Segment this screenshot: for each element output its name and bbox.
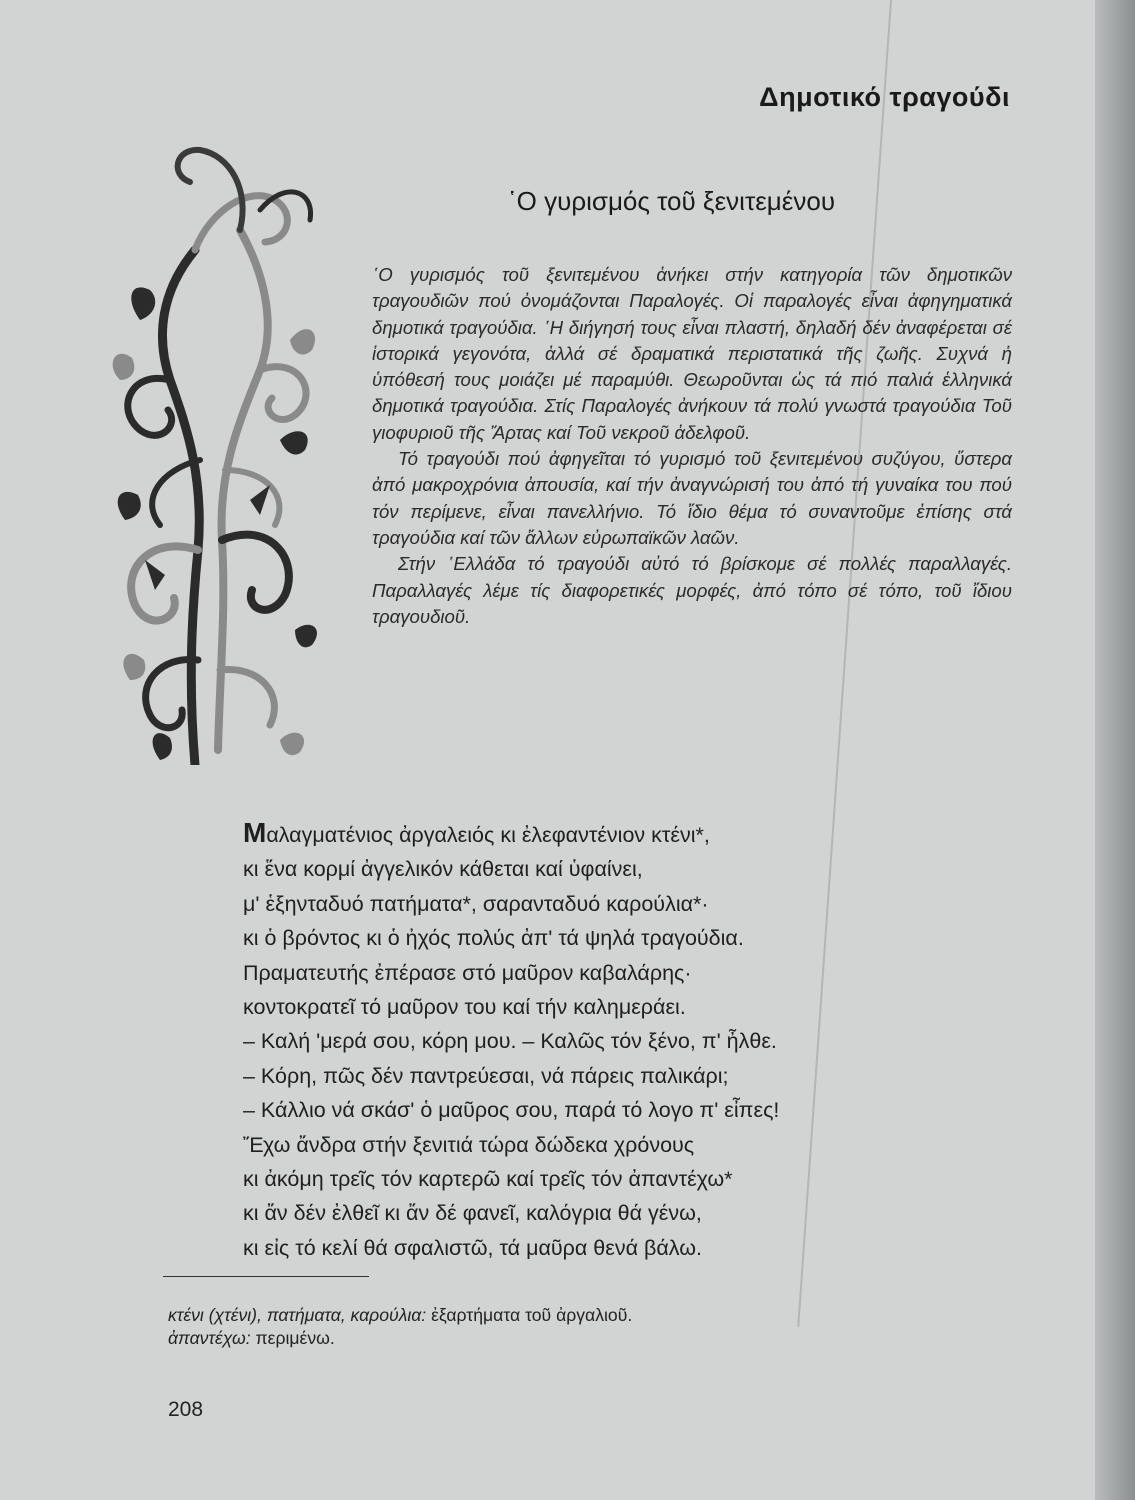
poem-line: κι ὁ βρόντος κι ὁ ἠχός πολύς ἀπ' τά ψηλά τραγούδια. [243,926,744,951]
footnote-term: κτένι (χτένι), πατήματα, καρούλια: [168,1305,427,1325]
footnotes [168,1304,632,1350]
footnote-term: ἀπαντέχω: [168,1328,251,1348]
poem-line: κοντοκρατεῖ τό μαῦρον του καί τήν καλημεράει. [243,995,686,1020]
intro-text [372,262,1012,630]
intro-paragraph: ῾Ο γυρισμός τοῦ ξενιτεμένου ἀνήκει στήν κατηγορία τῶν δημοτικῶν τραγουδιῶν πού ὀνομάζονται Παραλογές. Οἱ παραλογές εἶναι ἀφηγηματικά δημοτικά τραγούδια. ῾Η διήγησή τους εἶναι πλαστή, δηλαδή δέν ἀναφέρεται σέ ἱστορικά γεγονότα, ἀλλά σέ δραματικά περιστατικά τῆς ζωῆς. Συχνά ἡ ὑπόθεσή τους μοιάζει μέ παραμύθι. Θεωροῦνται ὡς τά πιό παλιά ἑλληνικά δημοτικά τραγούδια. Στίς Παραλογές ἀνήκουν τά πολύ γνωστά τραγούδια Τοῦ γιοφυριοῦ τῆς Ἄρτας καί Τοῦ νεκροῦ ἀδελφοῦ. [372,264,1012,443]
footnote-definition: περιμένω. [250,1328,335,1348]
poem-line-rest: αλαγματένιος ἀργαλειός κι ἐλεφαντένιον κτένι*, [266,823,710,847]
drop-cap: Μ [243,817,267,848]
footnote-definition: ἐξαρτήματα τοῦ ἀργαλιοῦ. [426,1305,633,1325]
poem-text [243,816,963,1265]
poem-line: – Καλή 'μερά σου, κόρη μου. – Καλῶς τόν ξένο, π' ἦλθε. [243,1029,777,1054]
poem-line: – Κόρη, πῶς δέν παντρεύεσαι, νά πάρεις παλικάρι; [243,1063,729,1088]
poem-line: κι εἰς τό κελί θά σφαλιστῶ, τά μαῦρα θενά βάλω. [243,1235,702,1260]
poem-line [243,816,963,852]
page-edge-shadow [1095,0,1135,1500]
footnote [168,1304,632,1327]
poem-line: Ἔχω ἄνδρα στήν ξενιτιά τώρα δώδεκα χρόνους [243,1132,695,1157]
page-number: 208 [168,1398,204,1421]
footnote [168,1327,632,1350]
intro-paragraph: Τό τραγούδι πού ἀφηγεῖται τό γυρισμό τοῦ ξενιτεμένου συζύγου, ὕστερα ἀπό μακροχρόνια ἀπουσία, καί τήν ἀναγνώρισή του ἀπό τή γυναίκα του πού τόν περίμενε, εἶναι πανελλήνιο. Τό ἴδιο θέμα τό συναντοῦμε ἐπίσης στά τραγούδια καί τῶν ἄλλων εὐρωπαϊκῶν λαῶν. [372,448,1012,548]
poem-line: κι ἀκόμη τρεῖς τόν καρτερῶ καί τρεῖς τόν ἀπαντέχω* [243,1167,733,1192]
section-header: Δημοτικό τραγούδι [759,82,1010,112]
poem-line: κι ἕνα κορμί ἀγγελικόν κάθεται καί ὑφαίνει, [243,857,643,882]
poem-line: κι ἄν δέν ἐλθεῖ κι ἄν δέ φανεῖ, καλόγρια θά γένω, [243,1201,702,1226]
poem-line: μ' ἑξηνταδυό πατήματα*, σαρανταδυό καρούλια*· [243,891,709,916]
poem-title: ῾Ο γυρισμός τοῦ ξενιτεμένου [508,186,836,216]
footnote-divider [163,1276,369,1277]
floral-vine-icon [100,140,325,765]
poem-line: – Κάλλιο νά σκάσ' ὁ μαῦρος σου, παρά τό λογο π' εἶπες! [243,1098,780,1123]
poem-line: Πραματευτής ἐπέρασε στό μαῦρον καβαλάρης· [243,960,692,985]
intro-paragraph: Στήν ῾Ελλάδα τό τραγούδι αὐτό τό βρίσκομε σέ πολλές παραλλαγές. Παραλλαγές λέμε τίς διαφορετικές μορφές, ἀπό τόπο σέ τόπο, τοῦ ἴδιου τραγουδιοῦ. [372,553,1012,627]
